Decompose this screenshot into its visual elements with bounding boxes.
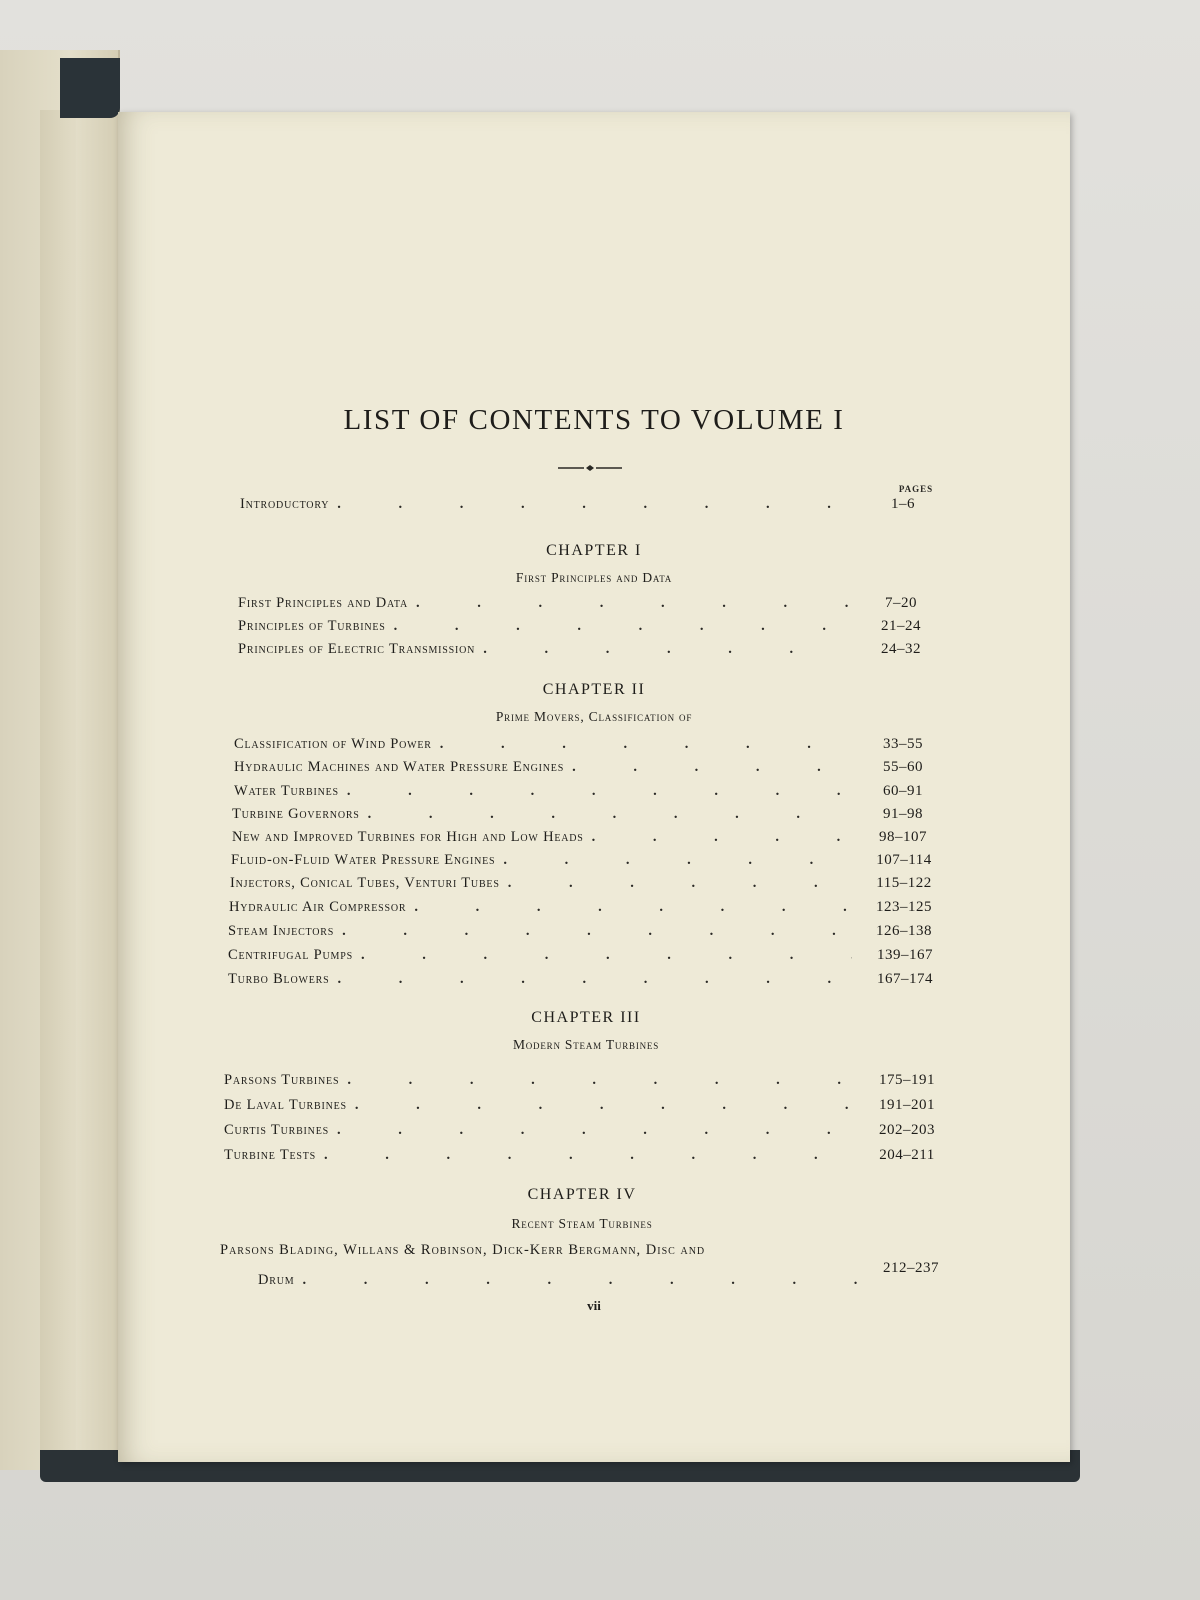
dot-leader — [508, 875, 851, 892]
toc-entry-title: De Laval Turbines — [224, 1097, 347, 1113]
dot-leader — [440, 736, 850, 753]
toc-entry-title: Water Turbines — [234, 783, 339, 799]
toc-entry-title: Introductory — [240, 496, 330, 512]
chapter-subtitle: Modern Steam Turbines — [512, 1037, 660, 1052]
toc-entry — [238, 618, 946, 640]
chapter-subtitle: Recent Steam Turbines — [511, 1216, 653, 1231]
toc-entry-pages: 107–114 — [876, 852, 932, 868]
toc-entry-pages: 139–167 — [877, 947, 933, 963]
toc-entry-title: Injectors, Conical Tubes, Venturi Tubes — [230, 875, 500, 891]
dot-leader — [302, 1272, 858, 1289]
toc-entry — [234, 759, 948, 781]
toc-entry-pages: 21–24 — [881, 618, 921, 634]
dot-leader — [355, 1097, 854, 1114]
book-spine — [60, 58, 120, 118]
toc-entry — [238, 595, 946, 617]
toc-entry-title-line2: Drum — [258, 1272, 295, 1288]
dot-leader — [337, 496, 850, 513]
chapter-subtitle: Prime Movers, Classification of — [495, 709, 693, 724]
contents-page — [118, 112, 1070, 1462]
pages-column-header: PAGES — [898, 484, 934, 494]
toc-entry-title: New and Improved Turbines for High and Low Heads — [232, 829, 584, 845]
dot-leader — [361, 947, 852, 964]
dot-leader — [572, 759, 850, 776]
chapter-heading: CHAPTER III — [531, 1009, 641, 1026]
toc-entry-title: Classification of Wind Power — [234, 736, 432, 752]
dot-leader — [503, 852, 851, 869]
toc-entry-pages: 123–125 — [876, 899, 932, 915]
toc-entry-introductory — [240, 496, 948, 518]
toc-entry — [228, 971, 950, 993]
toc-entry-title: Curtis Turbines — [224, 1122, 329, 1138]
toc-entry-title: Steam Injectors — [228, 923, 335, 939]
toc-entry-pages: 91–98 — [883, 806, 923, 822]
chapter-heading: CHAPTER IV — [527, 1186, 637, 1203]
toc-entry-pages: 55–60 — [883, 759, 923, 775]
toc-entry-title: First Principles and Data — [238, 595, 409, 611]
chapter-heading: CHAPTER I — [546, 542, 642, 559]
toc-entry-title: Turbine Governors — [232, 806, 360, 822]
toc-entry-title: Hydraulic Machines and Water Pressure Engines — [234, 759, 565, 775]
chapter-heading: CHAPTER II — [542, 681, 646, 698]
toc-entry — [224, 1122, 952, 1144]
toc-entry-pages: 175–191 — [879, 1072, 935, 1088]
toc-entry-pages: 204–211 — [879, 1147, 935, 1163]
toc-entry — [231, 852, 949, 874]
toc-entry-title: Hydraulic Air Compressor — [229, 899, 407, 915]
toc-entry-title: Centrifugal Pumps — [228, 947, 353, 963]
toc-entry — [230, 875, 949, 897]
toc-entry-title: Parsons Turbines — [224, 1072, 340, 1088]
dot-leader — [337, 971, 852, 988]
toc-entry-title: Principles of Electric Transmission — [238, 641, 476, 657]
toc-entry-pages: 191–201 — [879, 1097, 935, 1113]
toc-entry — [232, 806, 948, 828]
dot-leader — [592, 829, 850, 846]
dot-leader — [483, 641, 848, 658]
toc-entry — [238, 641, 946, 663]
toc-entry — [258, 1260, 956, 1294]
toc-entry — [224, 1097, 952, 1119]
toc-entry — [228, 923, 949, 945]
toc-entry-pages: 126–138 — [876, 923, 932, 939]
dot-leader — [342, 923, 851, 940]
toc-entry — [228, 947, 950, 969]
chapter-subtitle: First Principles and Data — [515, 570, 673, 585]
toc-entry-pages: 212–237 — [883, 1260, 939, 1276]
toc-entry — [234, 783, 948, 805]
ornament-divider — [558, 464, 622, 472]
toc-entry-title: Principles of Turbines — [238, 618, 386, 634]
page-number: vii — [587, 1298, 601, 1313]
toc-entry-pages: 98–107 — [879, 829, 927, 845]
toc-entry — [224, 1147, 952, 1169]
dot-leader — [368, 806, 850, 823]
toc-entry-title: Turbine Tests — [224, 1147, 317, 1163]
dot-leader — [416, 595, 848, 612]
toc-entry-title: Fluid-on-Fluid Water Pressure Engines — [231, 852, 496, 868]
toc-entry-pages: 24–32 — [881, 641, 921, 657]
toc-entry-pages: 202–203 — [879, 1122, 935, 1138]
page-title: LIST OF CONTENTS TO VOLUME I — [343, 404, 845, 436]
toc-entry-pages: 1–6 — [891, 496, 915, 512]
dot-leader — [324, 1147, 854, 1164]
dot-leader — [347, 783, 850, 800]
toc-entry-pages: 33–55 — [883, 736, 923, 752]
toc-entry — [224, 1072, 952, 1094]
dot-leader — [414, 899, 851, 916]
dot-leader — [394, 618, 848, 635]
toc-entry-pages: 167–174 — [877, 971, 933, 987]
left-page-edge — [40, 110, 76, 1450]
toc-entry-pages: 115–122 — [876, 875, 932, 891]
toc-entry-pages: 7–20 — [885, 595, 917, 611]
toc-entry — [229, 899, 949, 921]
toc-entry — [232, 829, 948, 851]
toc-entry-title-line1: Parsons Blading, Willans & Robinson, Dick-Kerr Bergmann, Disc and — [220, 1242, 706, 1258]
dot-leader — [347, 1072, 854, 1089]
toc-entry — [234, 736, 948, 758]
dot-leader — [337, 1122, 854, 1139]
toc-entry-pages: 60–91 — [883, 783, 923, 799]
toc-entry-title: Turbo Blowers — [228, 971, 330, 987]
